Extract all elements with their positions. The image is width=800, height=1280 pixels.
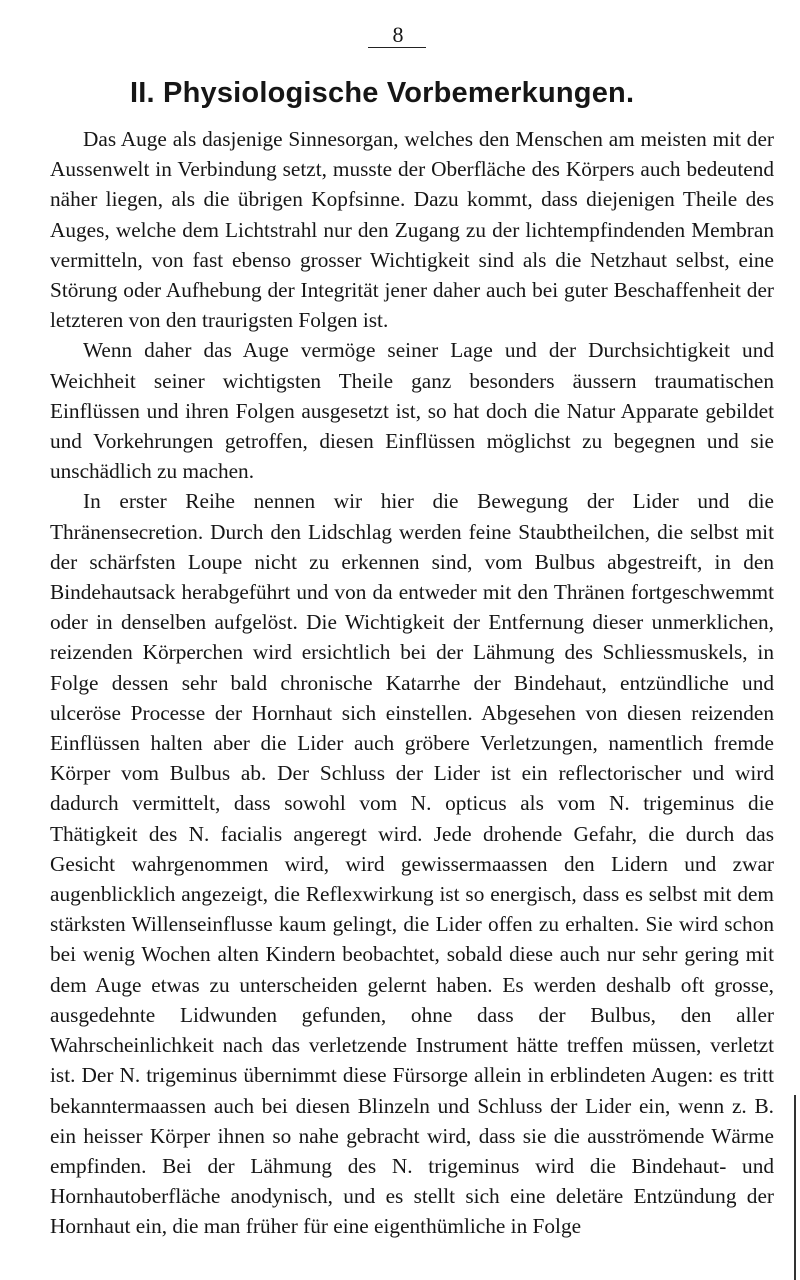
page-number: 8 xyxy=(392,22,404,47)
paragraph-3: In erster Reihe nennen wir hier die Bewegung der Lider und die Thränensecretion. Durch den Lidschlag werden feine Staubtheilchen, die selbst mit der schärfsten Loupe nicht zu erkennen sind, vom Bulbus abgestreift, in den Bindehautsack herabgeführt und von da entweder mit den Thränen fortgeschwemmt oder in denselben aufgelöst. Die Wichtigkeit der Entfernung dieser unmerklichen, reizenden Körperchen wird ersichtlich bei der Lähmung des Schliessmuskels, in Folge dessen sehr bald chronische Katarrhe der Bindehaut, entzündliche und ulceröse Processe der Hornhaut sich einstellen. Abgesehen von diesen reizenden Einflüssen halten aber die Lider auch gröbere Verletzungen, namentlich fremde Körper vom Bulbus ab. Der Schluss der Lider ist ein reflectorischer und wird dadurch vermittelt, dass sowohl vom N. opticus als vom N. trigeminus die Thätigkeit des N. facialis angeregt wird. Jede drohende Gefahr, die durch das Gesicht wahrgenommen wird, wird gewissermaassen den Lidern und zwar augenblicklich angezeigt, die Reflexwirkung ist so energisch, dass es selbst mit dem stärksten Willenseinflusse kaum gelingt, die Lider offen zu erhalten. Sie wird schon bei wenig Wochen alten Kindern beobachtet, sobald diese auch nur sehr gering mit dem Auge etwas zu unterscheiden gelernt haben. Es werden deshalb oft grosse, ausgedehnte Lidwunden gefunden, ohne dass der Bulbus, den aller Wahrscheinlichkeit nach das verletzende Instrument hätte treffen müssen, verletzt ist. Der N. trigeminus übernimmt diese Fürsorge allein in erblindeten Augen: es tritt bekanntermaassen auch bei diesen Blinzeln und Schluss der Lider ein, wenn z. B. ein heisser Körper ihnen so nahe gebracht wird, dass sie die ausströmende Wärme empfinden. Bei der Lähmung des N. trigeminus wird die Bindehaut- und Hornhautoberfläche anodynisch, und es stellt sich eine deletäre Entzündung der Hornhaut ein, die man früher für eine eigenthümliche in Folge xyxy=(50,489,774,1239)
paragraph-2: Wenn daher das Auge vermöge seiner Lage und der Durchsichtigkeit und Weichheit seiner wichtigsten Theile ganz besonders äussern traumatischen Einflüssen und ihren Folgen ausgesetzt ist, so hat doch die Natur Apparate gebildet und Vorkehrungen getroffen, diesen Einflüssen möglichst zu begegnen und sie unschädlich zu machen. xyxy=(50,338,774,484)
page-edge-line xyxy=(794,1095,796,1280)
section-heading: II. Physiologische Vorbemerkungen. xyxy=(130,77,635,109)
paragraph-1: Das Auge als dasjenige Sinnesorgan, welches den Menschen am meisten mit der Aussenwelt in Verbindung setzt, musste der Oberfläche des Körpers auch bedeutend näher liegen, als die übrigen Kopfsinne. Dazu kommt, dass diejenigen Theile des Auges, welche dem Lichtstrahl nur den Zugang zu der lichtempfindenden Membran vermitteln, von fast ebenso grosser Wichtigkeit sind als die Netzhaut selbst, eine Störung oder Aufhebung der Integrität jener daher auch bei guter Beschaffenheit der letzteren von den traurigsten Folgen ist. xyxy=(50,127,774,333)
body-text xyxy=(50,124,774,1242)
page-number-underline xyxy=(368,47,426,48)
